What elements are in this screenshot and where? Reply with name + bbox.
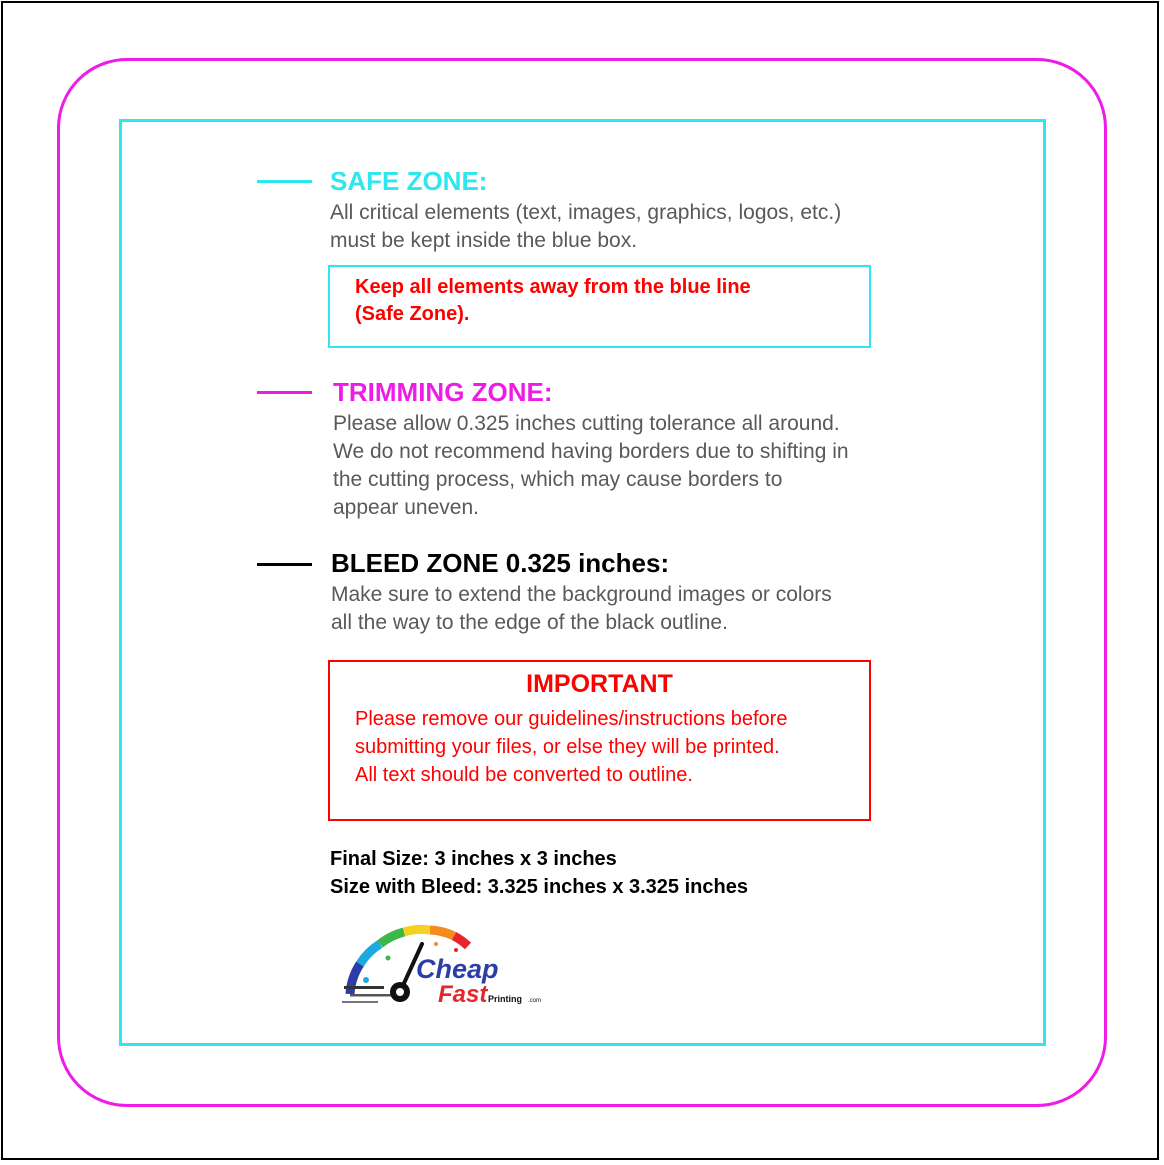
- bleed-zone-line: Make sure to extend the background images or colors: [331, 583, 832, 606]
- important-notice-box: [328, 660, 871, 821]
- safe-zone-warning-box: [328, 265, 871, 348]
- bleed-zone-line: all the way to the edge of the black outline.: [331, 611, 728, 634]
- size-with-bleed: Size with Bleed: 3.325 inches x 3.325 inches: [330, 876, 748, 898]
- trimming-zone-description: [333, 410, 849, 522]
- trimming-zone-title: TRIMMING ZONE:: [333, 377, 553, 407]
- bleed-zone-title: BLEED ZONE 0.325 inches:: [331, 548, 670, 578]
- trimming-zone-line: We do not recommend having borders due to shifting in: [333, 440, 849, 463]
- logo-word-cheap: Cheap: [416, 954, 499, 984]
- safe-zone-line: must be kept inside the blue box.: [330, 229, 638, 252]
- safe-zone-warning-line: Keep all elements away from the blue line: [355, 276, 751, 298]
- logo-word-fast: Fast: [438, 981, 488, 1008]
- safe-zone-marker: [257, 180, 312, 183]
- trimming-zone-line: appear uneven.: [333, 496, 479, 519]
- trimming-zone-marker: [257, 391, 312, 394]
- important-line: All text should be converted to outline.: [355, 764, 693, 786]
- important-line: submitting your files, or else they will be printed.: [355, 736, 780, 758]
- logo-domain-suffix: .com: [528, 998, 542, 1004]
- safe-zone-warning-text: [355, 274, 751, 328]
- safe-zone-description: [330, 199, 841, 255]
- important-line: Please remove our guidelines/instructions before: [355, 708, 788, 730]
- safe-zone-title: SAFE ZONE:: [330, 166, 488, 196]
- trimming-zone-line: Please allow 0.325 inches cutting tolerance all around.: [333, 412, 840, 435]
- logo-word-printing: Printing: [488, 994, 522, 1004]
- size-info: [330, 845, 748, 901]
- important-title: IMPORTANT: [526, 670, 673, 698]
- final-size: Final Size: 3 inches x 3 inches: [330, 848, 617, 870]
- bleed-zone-marker: [257, 563, 312, 566]
- trimming-zone-line: the cutting process, which may cause borders to: [333, 468, 783, 491]
- safe-zone-warning-line: (Safe Zone).: [355, 303, 470, 325]
- safe-zone-line: All critical elements (text, images, graphics, logos, etc.): [330, 201, 842, 224]
- cheap-fast-printing-logo: [336, 922, 556, 1017]
- important-text: [355, 705, 787, 789]
- bleed-zone-description: [331, 581, 832, 637]
